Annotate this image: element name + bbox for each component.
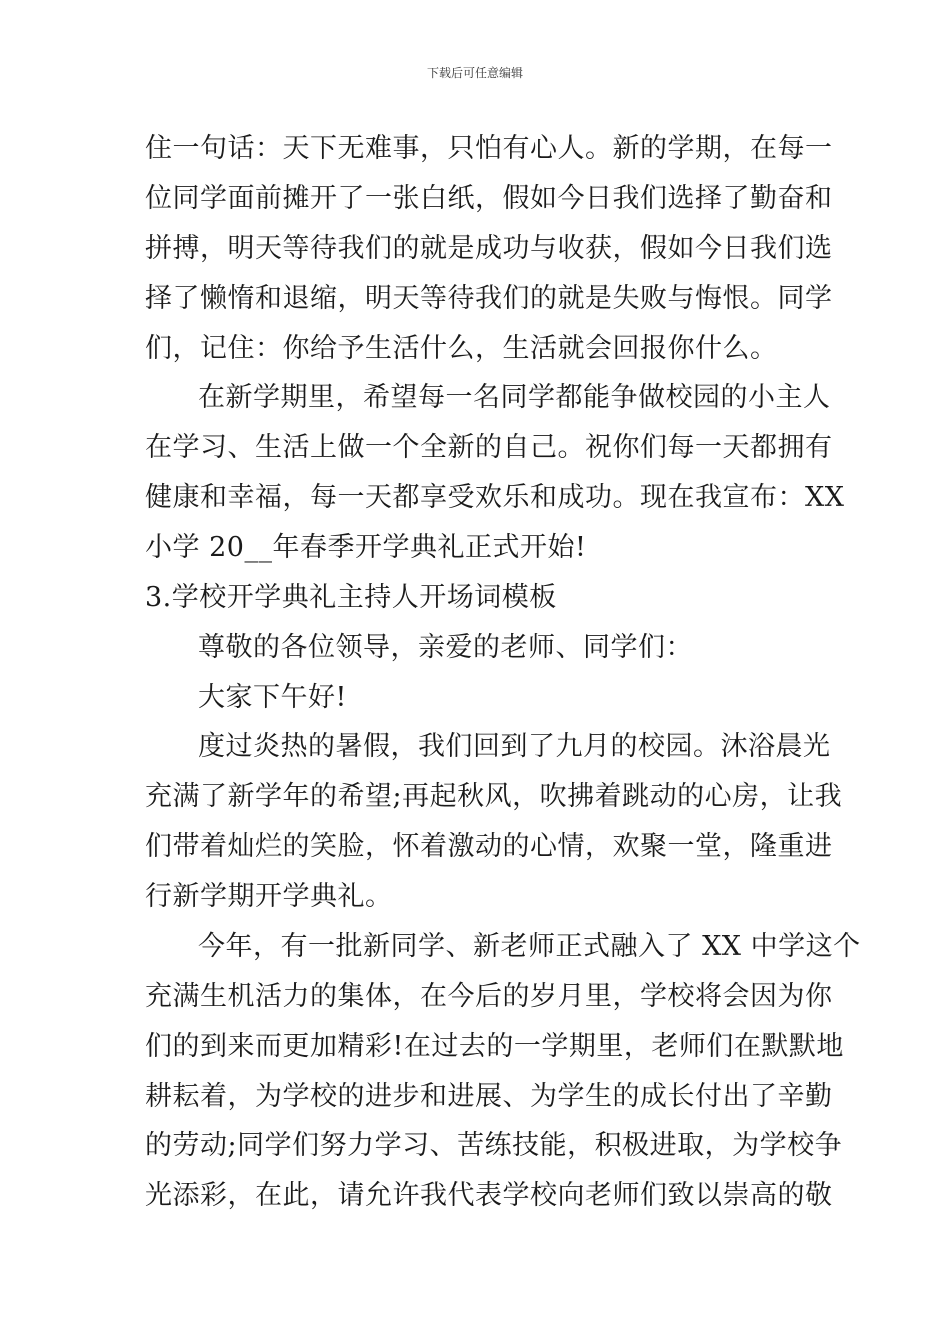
body-text-line: 充满生机活力的集体，在今后的岁月里，学校将会因为你 — [145, 981, 833, 1012]
body-text-line: 位同学面前摊开了一张白纸，假如今日我们选择了勤奋和 — [145, 183, 833, 214]
body-text-line: 小学 20__年春季开学典礼正式开始! — [145, 532, 587, 563]
section-heading: 3.学校开学典礼主持人开场词模板 — [145, 582, 557, 613]
body-text-line: 择了懒惰和退缩，明天等待我们的就是失败与悔恨。同学 — [145, 283, 833, 314]
body-text-line: 们，记住：你给予生活什么，生活就会回报你什么。 — [145, 333, 778, 364]
body-text-line: 们带着灿烂的笑脸，怀着激动的心情，欢聚一堂，隆重进 — [145, 831, 833, 862]
body-text-line: 健康和幸福，每一天都享受欢乐和成功。现在我宣布：XX — [145, 482, 845, 513]
body-text-line: 拼搏，明天等待我们的就是成功与收获，假如今日我们选 — [145, 233, 833, 264]
salutation: 尊敬的各位领导，亲爱的老师、同学们： — [198, 632, 693, 663]
body-text-line: 光添彩，在此，请允许我代表学校向老师们致以崇高的敬 — [145, 1180, 833, 1211]
body-text-line: 在学习、生活上做一个全新的自己。祝你们每一天都拥有 — [145, 432, 833, 463]
body-text-line: 的劳动;同学们努力学习、苦练技能，积极进取，为学校争 — [145, 1130, 843, 1161]
page-header: 下载后可任意编辑 — [426, 66, 523, 80]
body-text-line: 在新学期里，希望每一名同学都能争做校园的小主人 — [198, 382, 831, 413]
body-text-line: 充满了新学年的希望;再起秋风，吹拂着跳动的心房，让我 — [145, 781, 843, 812]
body-text-line: 们的到来而更加精彩!在过去的一学期里，老师们在默默地 — [145, 1031, 844, 1062]
body-text-line: 耕耘着，为学校的进步和进展、为学生的成长付出了辛勤 — [145, 1081, 833, 1112]
body-text-line: 行新学期开学典礼。 — [145, 881, 393, 912]
body-text-line: 今年，有一批新同学、新老师正式融入了 XX 中学这个 — [198, 931, 861, 962]
greeting: 大家下午好! — [198, 682, 347, 713]
body-text-line: 住一句话：天下无难事，只怕有心人。新的学期，在每一 — [145, 133, 833, 164]
body-text-line: 度过炎热的暑假，我们回到了九月的校园。沐浴晨光 — [198, 731, 831, 762]
